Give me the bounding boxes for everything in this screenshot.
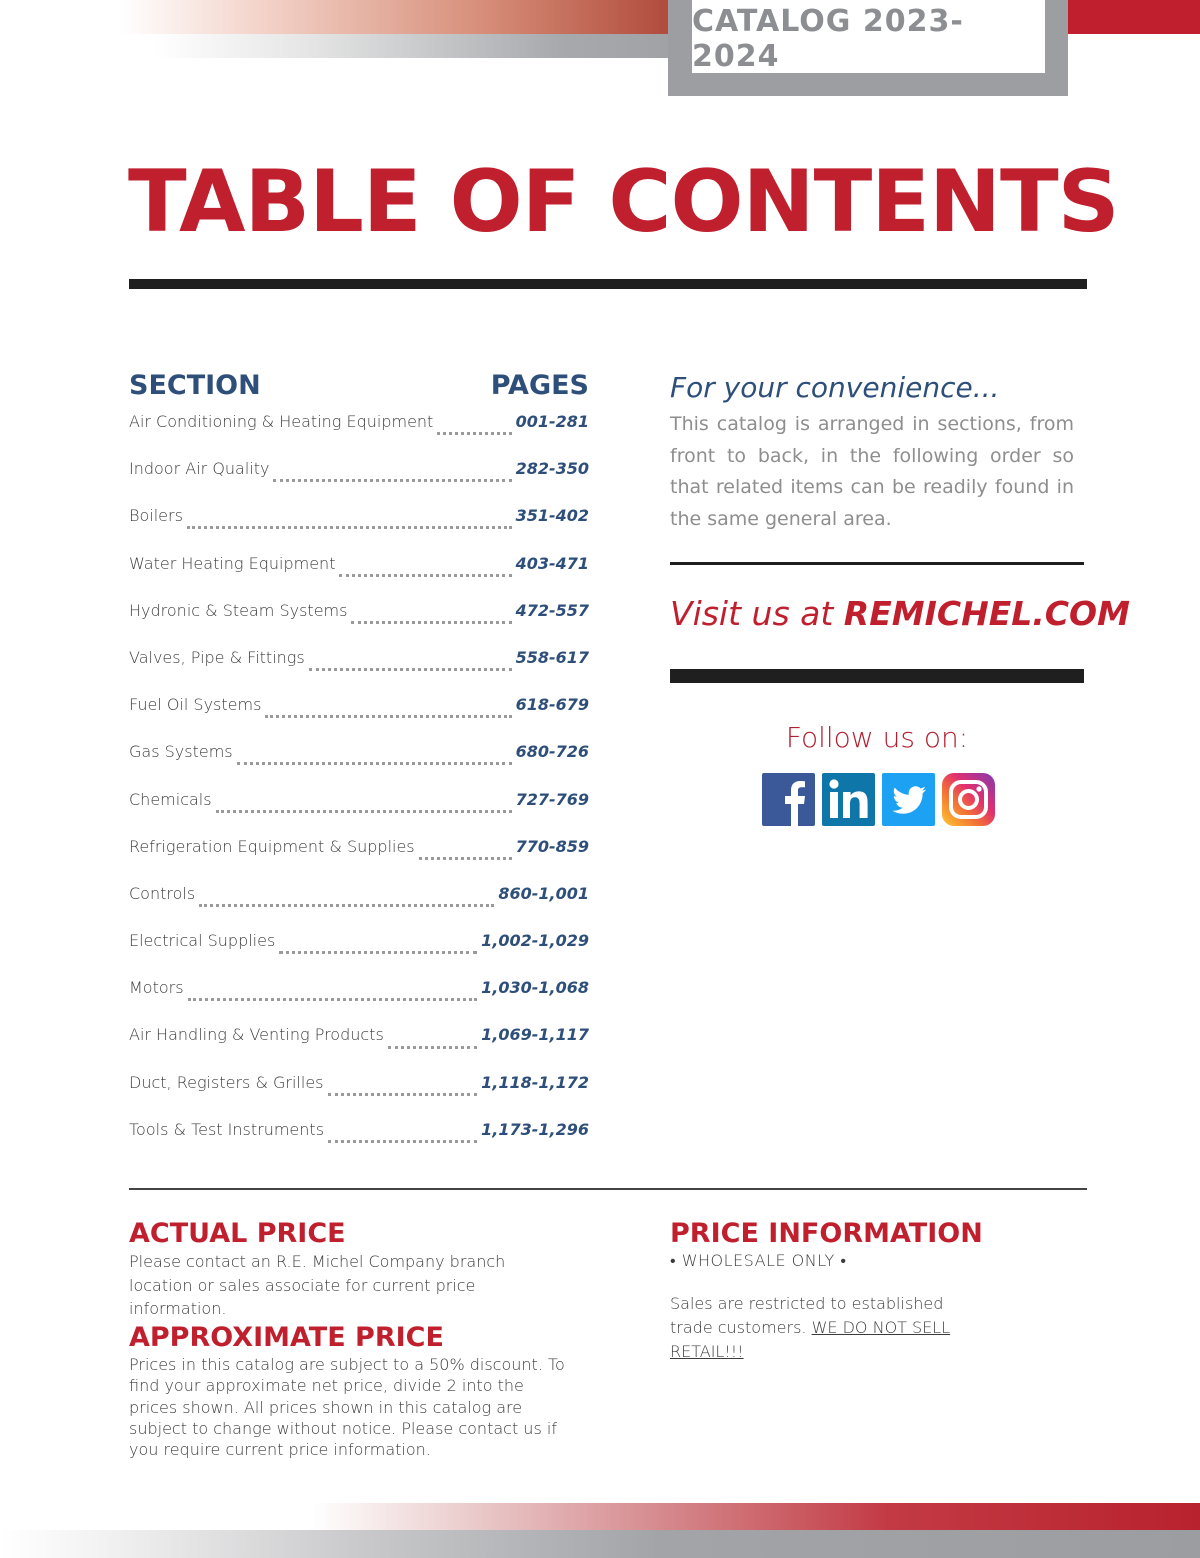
toc-leader-dots (388, 1046, 477, 1049)
toc-row[interactable] (129, 1025, 589, 1072)
title-divider (129, 279, 1087, 289)
toc-page-range: 001-281 (515, 412, 589, 431)
bottom-red-gradient-band (0, 1503, 1200, 1530)
convenience-body: This catalog is arranged in sections, from front to back, in the following order so that related items can be readily found in the same general area. (670, 413, 1074, 530)
toc-leader-dots (187, 526, 512, 529)
bottom-gray-gradient-band (0, 1530, 1200, 1558)
toc-page-range: 1,118-1,172 (481, 1072, 589, 1092)
toc-row[interactable] (129, 742, 589, 789)
linkedin-icon[interactable] (822, 773, 875, 826)
top-gray-gradient-band (0, 34, 700, 58)
toc-page-range: 680-726 (515, 742, 589, 762)
toc-section-name: Duct, Registers & Grilles (129, 1072, 324, 1092)
toc-section-name: Water Heating Equipment (129, 553, 336, 573)
no-retail-notice: WE DO NOT SELL RETAIL!!! (670, 1318, 951, 1361)
twitter-icon[interactable] (882, 773, 935, 826)
toc-row[interactable] (129, 1073, 589, 1120)
toc-row[interactable] (129, 837, 589, 884)
visit-website-link[interactable] (670, 594, 1130, 633)
toc-section-name: Boilers (129, 506, 183, 526)
catalog-tab (692, 0, 1045, 73)
toc-leader-dots (328, 1093, 478, 1096)
toc-section-name: Controls (129, 883, 196, 903)
toc-row[interactable] (129, 459, 589, 506)
visit-prefix: Visit us at (670, 594, 844, 633)
toc-row[interactable] (129, 506, 589, 553)
toc-section-name: Chemicals (129, 789, 212, 809)
toc-page-range: 1,030-1,068 (481, 978, 589, 998)
toc-section-name: Refrigeration Equipment & Supplies (129, 836, 415, 856)
toc-row[interactable] (129, 1120, 589, 1167)
toc-section-name: Air Conditioning & Heating Equipment (129, 412, 434, 431)
toc-leader-dots (351, 621, 511, 624)
toc-section-name: Fuel Oil Systems (129, 695, 262, 715)
catalog-label: CATALOG 2023-2024 (692, 3, 964, 74)
page-title: TABLE OF CONTENTS (128, 152, 1119, 252)
toc-leader-dots (216, 810, 512, 813)
toc-page-range: 770-859 (515, 836, 589, 856)
toc-row[interactable] (129, 648, 589, 695)
toc-page-range: 1,002-1,029 (481, 931, 589, 951)
toc-row[interactable] (129, 978, 589, 1025)
toc-row[interactable] (129, 884, 589, 931)
toc-leader-dots (339, 574, 511, 577)
toc-page-range: 1,173-1,296 (481, 1119, 589, 1139)
toc-leader-dots (419, 857, 512, 860)
actual-price-text: Please contact an R.E. Michel Company branch location or sales associate for current price information. (129, 1252, 506, 1318)
toc-page-range: 618-679 (515, 695, 589, 715)
price-information-heading: PRICE INFORMATION (670, 1218, 983, 1249)
toc-page-range: 351-402 (515, 506, 589, 526)
toc-page-range: 860-1,001 (498, 883, 589, 903)
toc-header (129, 370, 589, 404)
toc-leader-dots (199, 904, 494, 907)
toc-section-name: Indoor Air Quality (129, 459, 270, 479)
instagram-icon[interactable] (942, 773, 995, 826)
toc-page-range: 403-471 (515, 553, 589, 573)
toc-leader-dots (437, 432, 511, 435)
toc-page-range: 472-557 (515, 600, 589, 620)
wholesale-only-text: • WHOLESALE ONLY • (670, 1251, 847, 1270)
sales-restriction-text (670, 1292, 970, 1364)
toc-section-name: Electrical Supplies (129, 931, 276, 951)
toc-leader-dots (328, 1140, 477, 1143)
toc-page-range: 282-350 (515, 459, 589, 479)
top-red-accent (1068, 0, 1200, 34)
toc-leader-dots (265, 715, 511, 718)
toc-section-name: Valves, Pipe & Fittings (129, 647, 305, 667)
follow-us-label: Follow us on: (785, 721, 969, 754)
visit-divider (670, 669, 1084, 683)
restriction-text: Sales are restricted to established trade customers. (670, 1294, 944, 1337)
convenience-title: For your convenience... (670, 371, 1000, 404)
toc-page-range: 1,069-1,117 (481, 1025, 589, 1045)
toc-leader-dots (237, 762, 512, 765)
approximate-price-text: Prices in this catalog are subject to a 50% discount. To find your approximate net price, divide 2 into the prices shown. All prices shown in this catalog are subject to change without notice. Please contact us if you require current price information. (129, 1355, 565, 1460)
toc-row[interactable] (129, 554, 589, 601)
toc-list (129, 412, 589, 1167)
toc-section-name: Motors (129, 978, 184, 998)
toc-leader-dots (273, 479, 511, 482)
actual-price-heading: ACTUAL PRICE (129, 1218, 346, 1249)
toc-section-name: Hydronic & Steam Systems (129, 600, 348, 620)
toc-section-name: Air Handling & Venting Products (129, 1025, 384, 1045)
convenience-divider (670, 562, 1084, 565)
website-url[interactable]: REMICHEL.COM (843, 594, 1130, 633)
toc-section-heading: SECTION (129, 370, 261, 401)
toc-pages-heading: PAGES (490, 370, 589, 401)
approximate-price-heading: APPROXIMATE PRICE (129, 1322, 444, 1353)
facebook-icon[interactable] (762, 773, 815, 826)
toc-page-range: 558-617 (515, 647, 589, 667)
toc-section-name: Tools & Test Instruments (129, 1119, 325, 1139)
social-icons (762, 773, 995, 826)
toc-leader-dots (279, 951, 477, 954)
toc-section-name: Gas Systems (129, 742, 233, 762)
toc-row[interactable] (129, 412, 589, 459)
toc-row[interactable] (129, 601, 589, 648)
toc-leader-dots (309, 668, 512, 671)
info-divider (129, 1188, 1087, 1190)
toc-row[interactable] (129, 790, 589, 837)
toc-row[interactable] (129, 931, 589, 978)
toc-leader-dots (188, 998, 478, 1001)
toc-row[interactable] (129, 695, 589, 742)
toc-page-range: 727-769 (515, 789, 589, 809)
